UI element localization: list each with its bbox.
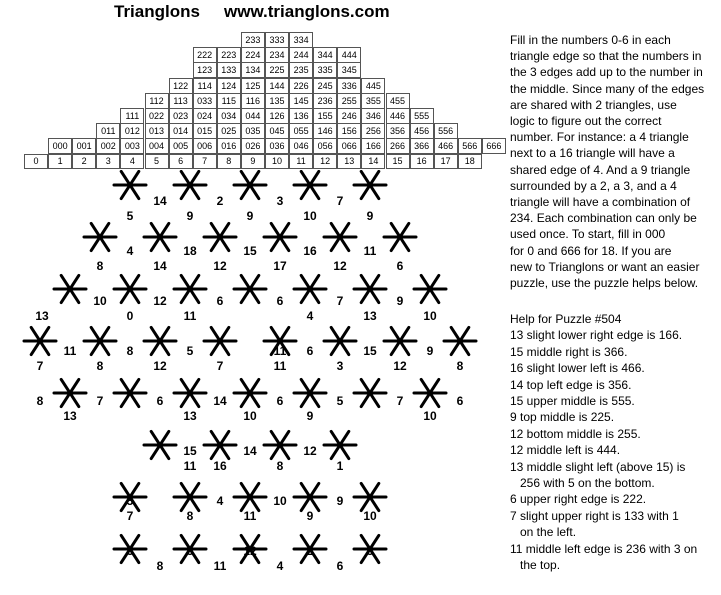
combo-cell: 123 [193,62,217,78]
triangle-sum-number: 16 [213,459,227,473]
triangle-sum-number: 12 [243,544,257,558]
triangle-sum-number: 11 [243,509,257,523]
combo-cell: 256 [361,123,385,139]
combo-cell: 035 [241,123,265,139]
combo-cell: 156 [337,123,361,139]
combo-cell: 066 [337,138,361,154]
combo-cell: 334 [289,32,313,48]
combo-cell: 246 [337,108,361,124]
triangle-sum-number: 8 [276,459,284,473]
combo-cell: 235 [289,62,313,78]
triangle-sum-number: 10 [303,209,317,223]
triangle-sum-number: 14 [243,444,257,458]
triangle-sum-number: 5 [366,544,374,558]
sum-index-cell: 10 [265,154,289,169]
triangle-sum-number: 9 [336,494,344,508]
combo-cell: 000 [48,138,72,154]
triangle-sum-number: 4 [216,494,224,508]
triangle-sum-number: 2 [306,544,314,558]
triangle-sum-number: 11 [273,344,287,358]
combo-cell: 146 [313,123,337,139]
triangle-sum-number: 7 [126,509,134,523]
triangle-sum-number: 13 [63,409,77,423]
sum-index-cell: 8 [217,154,241,169]
triangle-sum-number: 10 [363,509,377,523]
combo-cell: 144 [265,78,289,94]
triangle-sum-number: 8 [36,394,44,408]
combo-cell: 055 [289,123,313,139]
triangle-sum-number: 13 [183,409,197,423]
triangle-sum-number: 10 [93,294,107,308]
triangle-sum-number: 9 [306,409,314,423]
triangle-sum-number: 10 [423,409,437,423]
combo-cell: 355 [361,93,385,109]
sum-index-cell: 1 [48,154,72,169]
triangle-sum-number: 11 [273,359,287,373]
help-line: 11 middle left edge is 236 with 3 on [510,541,698,556]
sum-index-cell: 14 [361,154,385,169]
triangle-sum-number: 6 [276,394,284,408]
sum-index-cell: 18 [458,154,482,169]
triangle-sum-number: 14 [213,394,227,408]
triangle-sum-number: 9 [396,294,404,308]
sum-index-cell: 3 [96,154,120,169]
triangle-sum-number: 10 [273,494,287,508]
triangle-sum-number: 2 [216,194,224,208]
sum-index-cell: 2 [72,154,96,169]
combo-cell: 005 [169,138,193,154]
triangle-sum-number: 11 [63,344,77,358]
instruction-line: puzzle, use the puzzle helps below. [510,276,699,291]
triangle-sum-number: 3 [336,359,344,373]
triangle-sum-number: 12 [303,444,317,458]
instruction-line: for 0 and 666 for 18. If you are [510,243,672,258]
combo-cell: 122 [169,78,193,94]
triangle-sum-number: 6 [156,394,164,408]
combo-cell: 116 [241,93,265,109]
combo-cell: 044 [241,108,265,124]
triangle-sum-number: 9 [246,209,254,223]
combo-cell: 255 [337,93,361,109]
triangle-sum-number: 7 [336,194,344,208]
combo-cell: 046 [289,138,313,154]
sum-index-cell: 16 [410,154,434,169]
combo-cell: 036 [265,138,289,154]
combo-cell: 266 [386,138,410,154]
help-line: on the left. [520,525,577,540]
help-line: 12 bottom middle is 255. [510,426,641,441]
combo-cell: 366 [410,138,434,154]
sum-index-cell: 11 [289,154,313,169]
combo-cell: 455 [386,93,410,109]
help-line: the top. [520,558,561,573]
triangle-sum-number: 6 [396,259,404,273]
instruction-line: used once. To start, fill in 000 [510,227,666,242]
combo-cell: 114 [193,78,217,94]
sum-index-cell: 6 [169,154,193,169]
combo-cell: 166 [361,138,385,154]
triangle-sum-number: 3 [276,194,284,208]
triangle-sum-number: 12 [333,259,347,273]
triangle-sum-number: 13 [35,309,49,323]
triangle-sum-number: 6 [276,294,284,308]
combo-cell: 013 [145,123,169,139]
instruction-line: number. For instance: a 4 triangle [510,130,689,145]
triangle-sum-number: 12 [213,259,227,273]
combo-cell: 223 [217,47,241,63]
help-line: 15 upper middle is 555. [510,394,635,409]
triangle-sum-number: 8 [186,509,194,523]
combo-cell: 346 [361,108,385,124]
triangle-sum-number: 7 [36,359,44,373]
triangle-sum-number: 5 [186,544,194,558]
help-line: 6 upper right edge is 222. [510,492,647,507]
combo-cell: 003 [120,138,144,154]
combo-cell: 666 [482,138,506,154]
combo-cell: 233 [241,32,265,48]
combo-cell: 002 [96,138,120,154]
triangle-sum-number: 9 [186,209,194,223]
instruction-line: shared edge of 4. And a 9 triangle [510,162,691,177]
triangle-sum-number: 10 [423,309,437,323]
triangle-sum-number: 6 [306,344,314,358]
combo-cell: 006 [193,138,217,154]
triangle-sum-number: 0 [126,309,134,323]
instruction-line: triangle will have a combination of [510,195,691,210]
combo-cell: 234 [265,47,289,63]
combo-cell: 112 [145,93,169,109]
triangle-sum-number: 12 [153,359,167,373]
triangle-sum-number: 5 [126,209,134,223]
help-line: 13 slight lower right edge is 166. [510,328,683,343]
triangle-sum-number: 6 [216,294,224,308]
triangle-sum-number: 7 [336,294,344,308]
help-line: 16 slight lower left is 466. [510,361,645,376]
combo-cell: 225 [265,62,289,78]
instruction-line: the middle. Since many of the edges [510,81,705,96]
triangle-sum-number: 11 [183,309,197,323]
triangle-sum-number: 17 [273,259,287,273]
combo-cell: 025 [217,123,241,139]
sum-index-cell: 9 [241,154,265,169]
combo-cell: 446 [386,108,410,124]
triangle-sum-number: 11 [183,459,197,473]
triangle-sum-number: 7 [96,394,104,408]
triangle-sum-number: 6 [456,394,464,408]
combo-cell: 016 [217,138,241,154]
sum-index-cell: 0 [24,154,48,169]
combo-cell: 124 [217,78,241,94]
help-line: 15 middle right is 366. [510,344,628,359]
combo-cell: 335 [313,62,337,78]
combo-cell: 333 [265,32,289,48]
combo-cell: 014 [169,123,193,139]
instructions-text [510,32,720,291]
instruction-line: 234. Each combination can only be [510,211,697,226]
site-url[interactable]: www.trianglons.com [224,2,390,21]
triangle-sum-number: 5 [186,344,194,358]
instruction-line: Fill in the numbers 0-6 in each [510,33,671,47]
triangle-sum-number: 5 [336,394,344,408]
triangle-sum-number: 8 [126,344,134,358]
combo-cell: 245 [313,78,337,94]
combo-cell: 466 [434,138,458,154]
triangle-sum-number: 13 [363,309,377,323]
combo-cell: 024 [193,108,217,124]
combo-cell: 033 [193,93,217,109]
triangle-sum-number: 10 [243,409,257,423]
triangle-sum-number: 9 [366,209,374,223]
sum-index-cell: 5 [145,154,169,169]
help-line: 14 top left edge is 356. [510,377,632,392]
combo-cell: 345 [337,62,361,78]
triangle-sum-number: 12 [153,294,167,308]
combo-cell: 012 [120,123,144,139]
combo-cell: 056 [313,138,337,154]
triangle-sum-number: 5 [126,494,134,508]
combo-cell: 456 [410,123,434,139]
sum-index-cell: 17 [434,154,458,169]
combo-cell: 111 [120,108,144,124]
combo-cell: 145 [289,93,313,109]
combo-cell: 236 [313,93,337,109]
triangle-sum-number: 8 [96,359,104,373]
triangle-sum-number: 6 [336,559,344,573]
instruction-line: triangle edge so that the numbers in [510,49,702,64]
combo-cell: 445 [361,78,385,94]
combo-cell: 444 [337,47,361,63]
combo-cell: 045 [265,123,289,139]
triangle-sum-number: 7 [396,394,404,408]
combo-cell: 356 [386,123,410,139]
combo-cell: 015 [193,123,217,139]
trianglon-puzzle-grid[interactable] [0,170,500,595]
triangle-sum-number: 14 [153,194,167,208]
instruction-line: the 3 edges add up to the number in [510,65,703,80]
combo-cell: 556 [434,123,458,139]
triangle-sum-number: 4 [276,559,284,573]
combo-cell: 134 [241,62,265,78]
triangle-sum-number: 15 [183,444,197,458]
triangle-sum-number: 11 [213,559,227,573]
sum-index-cell: 13 [337,154,361,169]
combo-cell: 011 [96,123,120,139]
instruction-line: are shared with 2 triangles, use [510,97,677,112]
combo-cell: 135 [265,93,289,109]
combo-cell: 336 [337,78,361,94]
triangle-sum-number: 9 [426,344,434,358]
triangle-sum-number: 3 [126,544,134,558]
triangle-sum-number: 15 [363,344,377,358]
instruction-line: new to Trianglons or want an easier [510,259,700,274]
combo-cell: 222 [193,47,217,63]
combo-cell: 001 [72,138,96,154]
combo-cell: 344 [313,47,337,63]
triangle-sum-number: 9 [306,509,314,523]
triangle-sum-number: 8 [96,259,104,273]
combo-cell: 023 [169,108,193,124]
combo-cell: 226 [289,78,313,94]
help-line: 13 middle slight left (above 15) is [510,459,686,474]
app-title: Trianglons [114,2,200,21]
sum-index-cell: 7 [193,154,217,169]
help-line: 256 with 5 on the bottom. [520,476,655,491]
combo-cell: 034 [217,108,241,124]
triangle-sum-number: 8 [456,359,464,373]
puzzle-help [510,311,720,574]
combo-cell: 555 [410,108,434,124]
combo-cell: 136 [289,108,313,124]
triangle-sum-number: 11 [363,244,377,258]
sum-index-cell: 15 [386,154,410,169]
sum-index-cell: 4 [120,154,144,169]
help-title: Help for Puzzle #504 [510,312,622,326]
combo-cell: 224 [241,47,265,63]
triangle-sum-number: 16 [303,244,317,258]
triangle-sum-number: 8 [156,559,164,573]
combo-cell: 566 [458,138,482,154]
combo-cell: 113 [169,93,193,109]
help-line: 12 middle left is 444. [510,443,621,458]
triangle-sum-number: 7 [216,359,224,373]
combo-cell: 004 [145,138,169,154]
combo-cell: 155 [313,108,337,124]
combo-cell: 026 [241,138,265,154]
instruction-line: surrounded by a 2, a 3, and a 4 [510,178,677,193]
triangle-sum-number: 1 [336,459,344,473]
triangle-sum-number: 4 [126,244,134,258]
combo-cell: 133 [217,62,241,78]
help-line: 9 top middle is 225. [510,410,615,425]
instruction-line: next to a 16 triangle will have a [510,146,675,161]
combo-cell: 126 [265,108,289,124]
combo-cell: 125 [241,78,265,94]
combo-cell: 022 [145,108,169,124]
triangle-sum-number: 14 [153,259,167,273]
help-line: 7 slight upper right is 133 with 1 [510,508,679,523]
sum-index-cell: 12 [313,154,337,169]
triangle-sum-number: 15 [243,244,257,258]
triangle-sum-number: 4 [306,309,314,323]
combo-cell: 115 [217,93,241,109]
triangle-sum-number: 18 [183,244,197,258]
combo-cell: 244 [289,47,313,63]
triangle-sum-number: 12 [393,359,407,373]
instruction-line: logic to figure out the correct [510,114,662,129]
